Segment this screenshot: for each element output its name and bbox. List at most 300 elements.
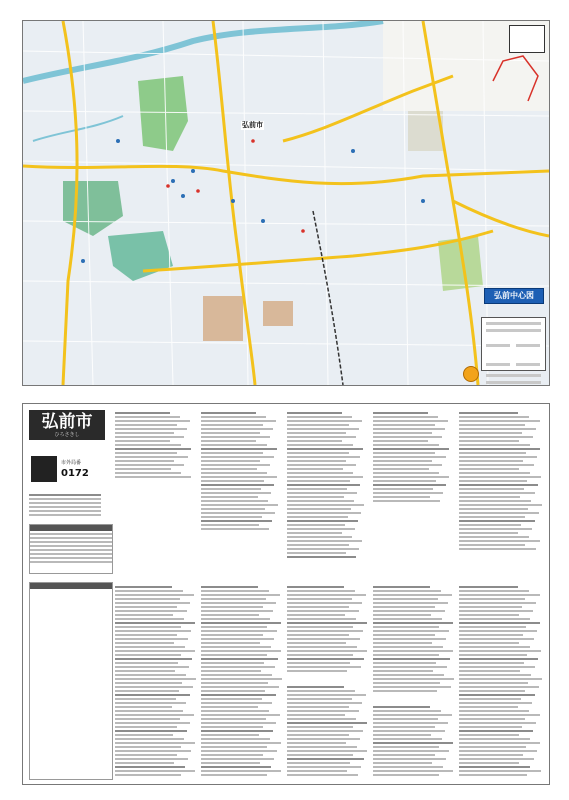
- index-entry: [287, 452, 349, 454]
- index-entry: [287, 770, 347, 772]
- index-entry: [201, 750, 277, 752]
- map-legend: [481, 317, 546, 371]
- index-entry: [459, 590, 529, 592]
- index-entry: [287, 548, 359, 550]
- index-entry: [459, 726, 522, 728]
- index-entry: [459, 746, 526, 748]
- index-entry: [459, 686, 539, 688]
- index-entry: [373, 686, 451, 688]
- index-entry: [459, 750, 537, 752]
- index-entry: [287, 528, 355, 530]
- index-entry: [373, 484, 446, 486]
- index-entry: [201, 420, 276, 422]
- index-entry: [287, 488, 347, 490]
- index-entry: [373, 646, 443, 648]
- index-entry: [287, 702, 362, 704]
- index-entry: [201, 738, 270, 740]
- index-entry: [287, 610, 359, 612]
- index-entry: [373, 666, 447, 668]
- index-entry: [115, 734, 173, 736]
- index-entry: [115, 622, 195, 624]
- index-entry: [373, 464, 442, 466]
- index-entry: [287, 598, 352, 600]
- index-entry: [373, 718, 438, 720]
- index-entry: [373, 424, 435, 426]
- index-entry: [287, 718, 356, 720]
- index-entry: [115, 658, 192, 660]
- index-entry: [459, 524, 521, 526]
- index-entry: [115, 444, 181, 446]
- index-entry: [287, 472, 353, 474]
- index-entry: [201, 762, 260, 764]
- index-entry: [201, 766, 271, 768]
- index-entry: [459, 622, 540, 624]
- area-code-block: [31, 456, 101, 484]
- index-entry: [459, 496, 520, 498]
- index-entry: [115, 690, 179, 692]
- index-entry: [115, 598, 180, 600]
- index-entry: [459, 766, 530, 768]
- index-entry: [201, 448, 277, 450]
- index-entry: [459, 488, 524, 490]
- index-entry: [115, 436, 184, 438]
- index-entry: [201, 520, 272, 522]
- index-entry: [201, 456, 274, 458]
- index-entry: [459, 586, 518, 588]
- index-entry: [373, 634, 435, 636]
- index-column: [287, 410, 365, 560]
- index-entry: [287, 424, 349, 426]
- index-entry: [201, 742, 281, 744]
- index-entry: [287, 686, 344, 688]
- index-entry: [287, 416, 352, 418]
- index-entry: [115, 774, 181, 776]
- index-entry: [459, 738, 530, 740]
- index-entry: [287, 512, 361, 514]
- index-entry: [373, 774, 439, 776]
- index-entry: [201, 678, 282, 680]
- index-entry: [201, 488, 261, 490]
- index-entry: [115, 698, 176, 700]
- index-entry: [459, 762, 519, 764]
- index-column: [373, 410, 451, 505]
- index-entry: [459, 734, 519, 736]
- index-entry: [287, 690, 355, 692]
- city-emblem-icon: [31, 456, 57, 482]
- index-entry: [115, 602, 190, 604]
- index-entry: [201, 770, 281, 772]
- index-entry: [459, 758, 534, 760]
- index-entry: [287, 520, 358, 522]
- index-entry: [373, 480, 436, 482]
- index-entry: [373, 622, 453, 624]
- index-entry: [373, 642, 432, 644]
- index-entry: [115, 730, 187, 732]
- index-entry: [115, 448, 191, 450]
- index-entry: [287, 618, 356, 620]
- index-entry: [201, 706, 258, 708]
- index-entry: [115, 750, 191, 752]
- index-entry: [459, 420, 540, 422]
- index-entry: [459, 722, 536, 724]
- index-entry: [459, 718, 525, 720]
- index-entry: [459, 548, 536, 550]
- index-entry: [373, 496, 430, 498]
- index-entry: [115, 738, 184, 740]
- index-entry: [459, 714, 540, 716]
- index-entry: [459, 614, 519, 616]
- index-entry: [373, 606, 435, 608]
- index-entry: [459, 432, 522, 434]
- index-entry: [115, 770, 195, 772]
- index-entry: [115, 762, 174, 764]
- index-entry: [201, 594, 280, 596]
- index-entry: [287, 508, 351, 510]
- index-entry: [287, 552, 346, 554]
- index-entry: [287, 606, 349, 608]
- index-entry: [373, 726, 435, 728]
- index-entry: [287, 492, 357, 494]
- index-entry: [459, 452, 526, 454]
- index-entry: [115, 670, 175, 672]
- index-entry: [287, 500, 354, 502]
- index-entry: [115, 472, 181, 474]
- index-entry: [201, 468, 257, 470]
- index-entry: [201, 634, 263, 636]
- index-entry: [287, 504, 364, 506]
- index-entry: [201, 598, 266, 600]
- index-entry: [459, 698, 521, 700]
- index-entry: [201, 614, 259, 616]
- index-entry: [287, 412, 342, 414]
- reference-box: [509, 25, 545, 53]
- index-entry: [373, 488, 433, 490]
- index-entry: [373, 654, 439, 656]
- index-entry: [201, 428, 273, 430]
- index-entry: [201, 436, 270, 438]
- index-entry: [373, 734, 431, 736]
- index-entry: [459, 468, 519, 470]
- index-entry: [115, 594, 194, 596]
- index-entry: [287, 440, 342, 442]
- index-entry: [287, 464, 356, 466]
- index-entry: [201, 416, 266, 418]
- index-entry: [115, 654, 181, 656]
- index-entry: [115, 424, 177, 426]
- index-entry: [115, 626, 181, 628]
- index-entry: [373, 626, 439, 628]
- index-entry: [373, 714, 452, 716]
- index-entry: [115, 412, 170, 414]
- index-entry: [201, 638, 274, 640]
- index-entry: [459, 544, 525, 546]
- index-entry: [201, 412, 256, 414]
- index-entry: [201, 464, 270, 466]
- index-entry: [373, 500, 440, 502]
- index-entry: [201, 440, 256, 442]
- index-entry: [201, 586, 258, 588]
- index-entry: [373, 658, 450, 660]
- index-entry: [201, 646, 271, 648]
- index-entry: [373, 610, 445, 612]
- index-entry: [373, 674, 444, 676]
- index-column: [373, 584, 455, 694]
- index-entry: [201, 718, 266, 720]
- index-entry: [201, 710, 269, 712]
- index-entry: [459, 456, 537, 458]
- index-entry: [287, 670, 347, 672]
- index-entry: [459, 690, 525, 692]
- index-entry: [459, 416, 529, 418]
- index-column: [459, 584, 543, 778]
- compass-icon: [463, 366, 479, 382]
- title-block: [29, 410, 105, 440]
- index-entry: [115, 742, 195, 744]
- index-entry: [287, 432, 346, 434]
- index-entry: [459, 610, 533, 612]
- index-entry: [201, 694, 276, 696]
- index-entry: [459, 504, 542, 506]
- index-entry: [287, 762, 350, 764]
- index-entry: [201, 734, 259, 736]
- index-entry: [115, 464, 184, 466]
- index-entry: [287, 476, 363, 478]
- index-entry: [459, 436, 533, 438]
- index-entry: [459, 464, 534, 466]
- index-entry: [201, 702, 272, 704]
- index-entry: [373, 492, 443, 494]
- index-entry: [115, 586, 172, 588]
- index-subtitle: ひろさきし: [54, 432, 80, 438]
- index-entry: [115, 440, 170, 442]
- index-entry: [373, 770, 453, 772]
- index-column: [201, 584, 283, 778]
- index-entry: [287, 738, 360, 740]
- index-entry: [201, 452, 263, 454]
- index-entry: [373, 710, 441, 712]
- index-entry: [201, 516, 262, 518]
- area-code-number: 0172: [61, 468, 89, 479]
- index-entry: [459, 480, 527, 482]
- index-entry: [373, 742, 453, 744]
- index-entry: [201, 504, 278, 506]
- index-entry: [287, 746, 357, 748]
- index-entry: [201, 650, 281, 652]
- index-entry: [373, 706, 430, 708]
- index-entry: [373, 638, 446, 640]
- index-entry: [201, 670, 261, 672]
- index-table-block: [29, 582, 113, 780]
- index-entry: [287, 650, 367, 652]
- index-entry: [459, 516, 525, 518]
- index-entry: [287, 456, 360, 458]
- index-entry: [373, 456, 446, 458]
- index-entry: [115, 428, 187, 430]
- index-entry: [115, 678, 196, 680]
- index-entry: [115, 650, 195, 652]
- index-entry: [201, 622, 281, 624]
- index-entry: [459, 412, 518, 414]
- index-entry: [373, 746, 439, 748]
- index-entry: [373, 412, 428, 414]
- index-entry: [459, 682, 528, 684]
- index-entry: [287, 540, 362, 542]
- index-entry: [287, 734, 349, 736]
- index-entry: [373, 586, 430, 588]
- index-entry: [287, 758, 364, 760]
- index-entry: [373, 416, 438, 418]
- index-entry: [373, 614, 431, 616]
- info-notes: [29, 492, 101, 516]
- index-entry: [115, 420, 190, 422]
- index-entry: [373, 766, 443, 768]
- index-entry: [115, 614, 173, 616]
- index-entry: [373, 650, 453, 652]
- index-entry: [373, 594, 452, 596]
- index-entry: [459, 742, 540, 744]
- index-entry: [201, 444, 267, 446]
- index-entry: [201, 630, 277, 632]
- index-entry: [287, 730, 363, 732]
- index-entry: [373, 662, 436, 664]
- index-entry: [373, 444, 439, 446]
- index-entry: [287, 698, 352, 700]
- index-entry: [459, 754, 523, 756]
- city-map[interactable]: [22, 20, 550, 386]
- index-entry: [201, 460, 260, 462]
- index-entry: [115, 618, 184, 620]
- index-entry: [115, 702, 186, 704]
- index-entry: [201, 754, 263, 756]
- index-entry: [201, 528, 269, 530]
- index-entry: [459, 594, 540, 596]
- index-entry: [115, 452, 177, 454]
- index-entry: [115, 666, 189, 668]
- area-code-label: 市外局番: [61, 460, 82, 466]
- index-entry: [201, 698, 262, 700]
- index-entry: [287, 654, 353, 656]
- index-entry: [373, 722, 448, 724]
- index-entry: [459, 472, 530, 474]
- index-entry: [201, 484, 274, 486]
- index-entry: [287, 516, 348, 518]
- index-entry: [115, 642, 174, 644]
- index-entry: [287, 614, 345, 616]
- index-entry: [287, 754, 353, 756]
- index-entry: [287, 444, 353, 446]
- index-entry: [201, 610, 273, 612]
- index-title: 弘前市: [41, 412, 93, 432]
- index-entry: [459, 508, 528, 510]
- index-entry: [287, 428, 359, 430]
- index-entry: [287, 774, 358, 776]
- index-entry: [201, 658, 278, 660]
- index-column: [287, 584, 369, 674]
- index-entry: [287, 694, 366, 696]
- index-entry: [201, 492, 271, 494]
- index-entry: [459, 520, 535, 522]
- index-entry: [115, 718, 180, 720]
- index-entry: [373, 420, 448, 422]
- index-entry: [373, 436, 442, 438]
- index-entry: [201, 472, 267, 474]
- index-entry: [459, 770, 541, 772]
- index-table-block: [29, 524, 113, 574]
- index-entry: [459, 618, 530, 620]
- index-entry: [459, 460, 523, 462]
- index-entry: [115, 638, 188, 640]
- index-column: [201, 410, 279, 530]
- index-entry: [287, 556, 356, 558]
- index-entry: [373, 738, 442, 740]
- index-entry: [115, 722, 190, 724]
- index-entry: [287, 448, 363, 450]
- index-entry: [287, 460, 346, 462]
- index-entry: [459, 512, 539, 514]
- index-entry: [287, 630, 363, 632]
- index-entry: [201, 730, 273, 732]
- index-entry: [115, 416, 180, 418]
- index-entry: [201, 602, 276, 604]
- index-entry: [115, 726, 177, 728]
- index-entry: [201, 590, 269, 592]
- index-entry: [459, 662, 524, 664]
- index-entry: [459, 658, 538, 660]
- index-entry: [373, 440, 428, 442]
- index-entry: [459, 670, 520, 672]
- index-entry: [115, 610, 187, 612]
- index-entry: [459, 666, 535, 668]
- index-entry: [115, 710, 183, 712]
- index-entry: [459, 774, 527, 776]
- index-entry: [115, 754, 177, 756]
- index-entry: [115, 746, 181, 748]
- index-entry: [459, 626, 526, 628]
- index-entry: [459, 602, 536, 604]
- index-entry: [115, 606, 177, 608]
- index-column: [115, 584, 197, 778]
- index-entry: [287, 710, 359, 712]
- index-entry: [459, 440, 519, 442]
- index-entry: [287, 436, 356, 438]
- index-entry: [287, 468, 343, 470]
- index-entry: [201, 618, 270, 620]
- index-entry: [287, 480, 350, 482]
- index-entry: [459, 428, 536, 430]
- city-name-label: 弘前市: [242, 121, 263, 129]
- index-entry: [459, 492, 535, 494]
- index-entry: [287, 658, 364, 660]
- index-entry: [287, 642, 346, 644]
- index-entry: [287, 626, 353, 628]
- index-entry: [373, 758, 446, 760]
- index-entry: [373, 468, 429, 470]
- index-entry: [373, 428, 445, 430]
- index-entry: [287, 662, 350, 664]
- index-entry: [115, 468, 171, 470]
- index-entry: [287, 590, 355, 592]
- index-entry: [459, 694, 535, 696]
- index-entry: [201, 496, 258, 498]
- index-entry: [115, 432, 174, 434]
- index-entry: [287, 594, 366, 596]
- index-entry: [115, 682, 182, 684]
- index-entry: [459, 606, 522, 608]
- index-entry: [115, 662, 178, 664]
- index-entry: [287, 536, 352, 538]
- index-column: [459, 410, 543, 550]
- index-entry: [201, 524, 259, 526]
